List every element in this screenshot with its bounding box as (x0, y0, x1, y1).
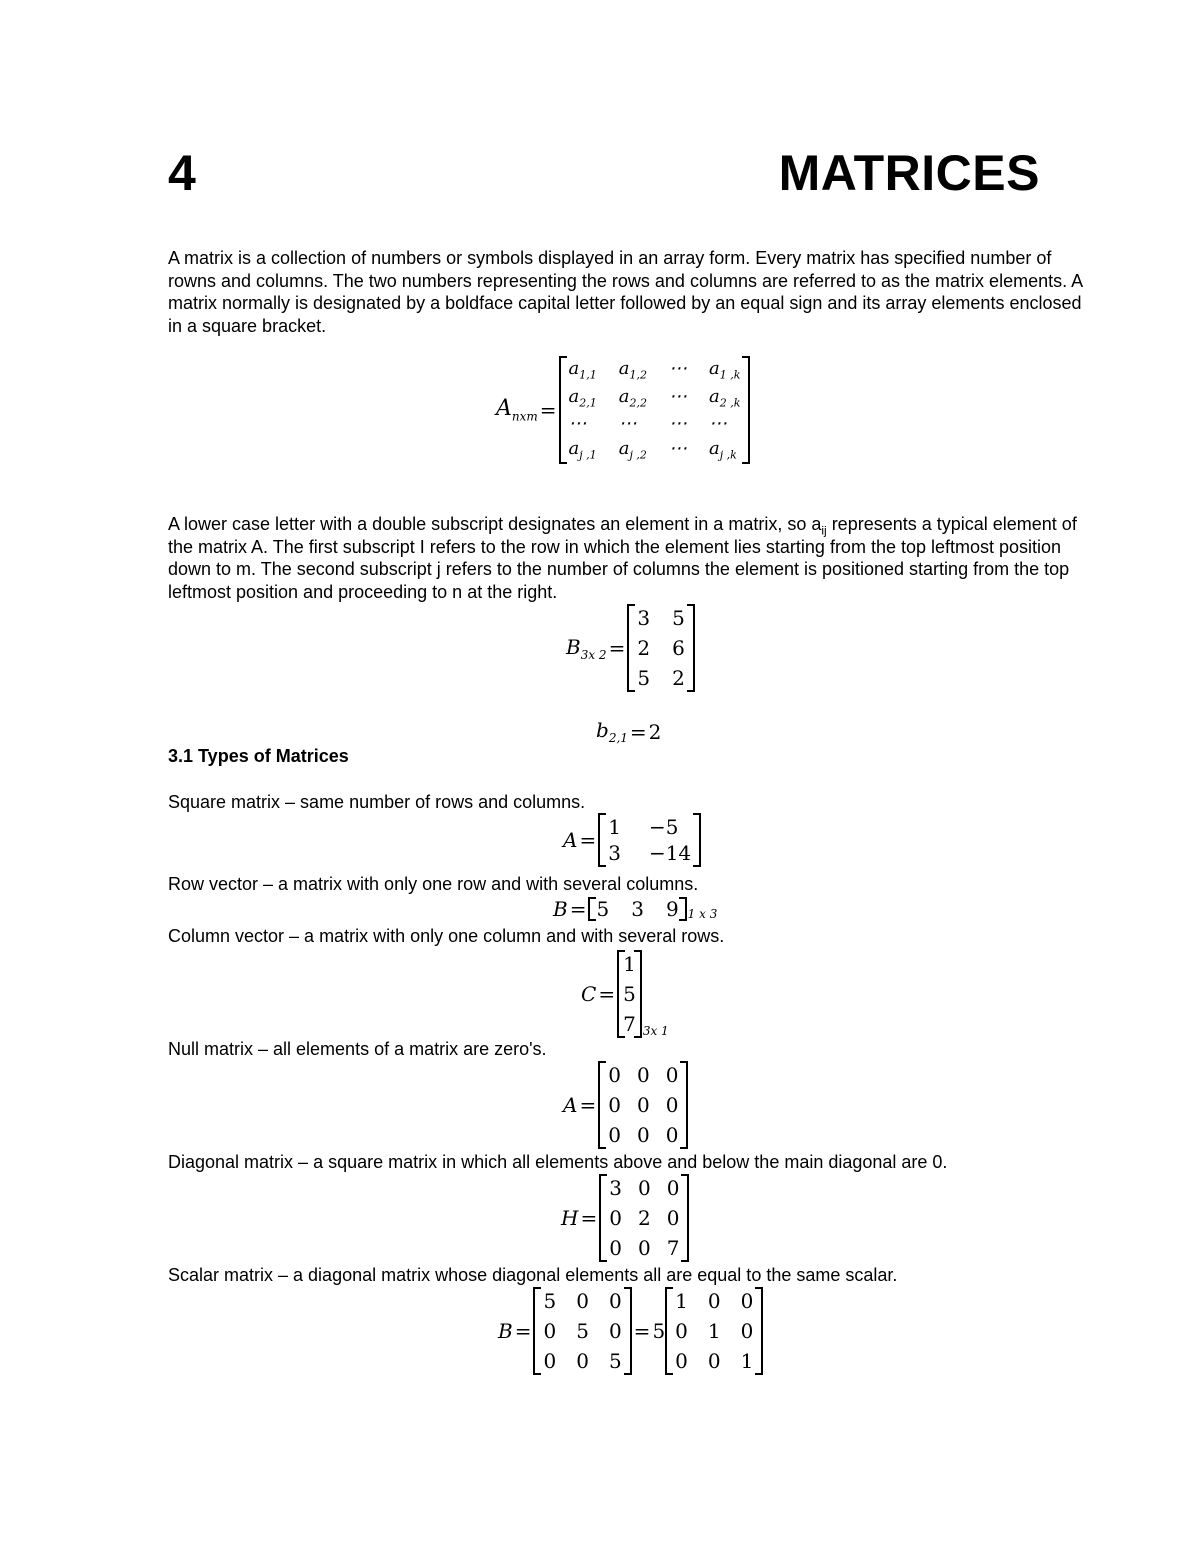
chapter-title: MATRICES (778, 145, 1040, 201)
matrix-cell: 7 (623, 1012, 636, 1036)
matrix-cell: 1 (675, 1289, 688, 1313)
null-matrix (598, 1061, 688, 1149)
matrix-cell: 0 (740, 1319, 754, 1343)
matrix-cell: 0 (666, 1176, 680, 1200)
matrix-cell: 0 (637, 1176, 651, 1200)
chapter-number: 4 (168, 145, 196, 201)
section-heading: 3.1 Types of Matrices (168, 746, 349, 766)
column-vector-text: Column vector – a matrix with only one column and with several rows. (168, 926, 725, 946)
matrix-cell: 0 (707, 1289, 721, 1313)
matrix-cell: 7 (666, 1236, 680, 1260)
matrix-cell: ⋯ (669, 358, 687, 379)
scalar-matrix (533, 1287, 631, 1375)
matrix-cell: 0 (608, 1123, 621, 1147)
matrix-cell: 2 (637, 636, 651, 660)
row-vector-matrix (588, 897, 686, 921)
matrix-cell: 9 (665, 897, 679, 921)
matrix-cell: 2 (672, 666, 685, 690)
matrix-cell: $a_{1,2}$ (618, 358, 647, 382)
null-matrix-text: Null matrix – all elements of a matrix are zero's. (168, 1039, 547, 1059)
matrix-cell: −5 (648, 815, 679, 839)
element-paragraph: A lower case letter with a double subscript designates an element in a matrix, so $a_{ij}$ represents a typical element of the matrix A. The first subscript I refers to the row in which the element lies starting from the top leftmost position down to m. The second subscript j refers to the number of columns the element is positioned starting from the top leftmost position and proceeding to n at the right. (168, 514, 1077, 603)
matrix-cell: 0 (665, 1063, 679, 1087)
matrix-cell: 0 (665, 1093, 679, 1117)
row-vector-size: 1 x 3 (687, 907, 718, 921)
matrix-cell: 1 (623, 952, 636, 976)
column-vector-equation (581, 950, 669, 1038)
matrix-cell: 2 (637, 1206, 651, 1230)
matrix-cell: $a_{2,2}$ (618, 385, 647, 410)
matrix-cell: ⋯ (669, 438, 687, 460)
general-matrix (559, 356, 751, 464)
diagonal-matrix-equation (561, 1174, 689, 1262)
scalar-value: 5 (652, 1319, 666, 1343)
equals-sign: = (579, 1093, 597, 1117)
matrix-cell: $a_{1,1}$ (568, 358, 597, 382)
matrix-cell: 0 (576, 1289, 589, 1313)
matrix-cell: 6 (672, 636, 685, 660)
matrix-cell: 0 (707, 1349, 721, 1373)
equals-sign: = (598, 982, 616, 1006)
column-vector-name: C (581, 982, 597, 1006)
matrix-cell: 0 (608, 1063, 621, 1087)
matrix-cell: 0 (666, 1206, 680, 1230)
equals-sign: = (633, 1319, 651, 1343)
diagonal-matrix-text: Diagonal matrix – a square matrix in which all elements above and below the main diagonal are 0. (168, 1152, 948, 1172)
null-matrix-name: A (563, 1093, 578, 1117)
matrix-cell: 1 (608, 815, 621, 839)
element-name: $b_{2,1}$ (596, 718, 628, 745)
diagonal-matrix-name: H (561, 1206, 579, 1230)
equals-sign: = (608, 636, 626, 660)
matrix-cell: ⋯ (618, 413, 637, 435)
matrix-cell: 0 (608, 1093, 621, 1117)
matrix-cell: 3 (608, 841, 621, 865)
matrix-cell: 3 (637, 606, 651, 630)
matrix-cell: 0 (636, 1063, 650, 1087)
matrix-cell: 5 (576, 1319, 589, 1343)
general-matrix-equation (496, 356, 750, 464)
column-vector-size: 3x 1 (642, 1024, 669, 1038)
matrix-cell: 5 (596, 897, 610, 921)
row-vector-text: Row vector – a matrix with only one row and with several columns. (168, 874, 699, 894)
matrix-cell: ⋯ (669, 385, 687, 407)
matrix-cell: 1 (707, 1319, 721, 1343)
matrix-cell: 3 (609, 1176, 622, 1200)
matrix-cell: $a_{2,1}$ (568, 385, 597, 410)
row-vector-equation (553, 897, 717, 921)
matrix-cell: 0 (637, 1236, 651, 1260)
equals-sign: = (579, 828, 597, 852)
matrix-cell: 0 (675, 1349, 688, 1373)
matrix-cell: 0 (665, 1123, 679, 1147)
scalar-matrix-equation (498, 1287, 763, 1375)
matrix-cell: 0 (543, 1349, 557, 1373)
matrix-cell: ⋯ (568, 413, 587, 435)
scalar-matrix-text: Scalar matrix – a diagonal matrix whose diagonal elements all are equal to the same scalar. (168, 1265, 898, 1285)
general-matrix-name: $A_{nxm}$ (496, 396, 538, 424)
element-equation (596, 718, 661, 745)
identity-matrix (665, 1287, 763, 1375)
matrix-cell: $a_{j ,2}$ (618, 438, 647, 462)
matrix-cell: 0 (576, 1349, 589, 1373)
square-matrix-text: Square matrix – same number of rows and columns. (168, 792, 586, 812)
element-value: 2 (648, 719, 662, 744)
matrix-cell: 0 (636, 1123, 650, 1147)
intro-paragraph: A matrix is a collection of numbers or symbols displayed in an array form. Every matrix has specified number of rowns and columns. The two numbers representing the rows and columns are referred to as the matrix elements. A matrix normally is designated by a boldface capital letter followed by an equal sign and its array elements enclosed in a square bracket. (168, 248, 1083, 337)
scalar-matrix-name: B (498, 1319, 513, 1343)
example-b-matrix (627, 604, 694, 692)
equals-sign: = (580, 1206, 598, 1230)
matrix-cell: 5 (608, 1349, 622, 1373)
diagonal-matrix (599, 1174, 689, 1262)
matrix-cell: $a_{j ,k}$ (709, 438, 737, 462)
matrix-cell: 0 (608, 1319, 622, 1343)
row-vector-name: B (553, 897, 568, 921)
matrix-cell: 3 (631, 897, 644, 921)
matrix-cell: −14 (648, 841, 692, 865)
matrix-cell: $a_{1 ,k}$ (709, 358, 741, 382)
matrix-cell: 5 (637, 666, 651, 690)
example-b-equation (566, 604, 695, 692)
matrix-cell: 0 (543, 1319, 557, 1343)
matrix-cell: 0 (609, 1206, 622, 1230)
square-matrix-equation (563, 813, 701, 867)
matrix-cell: ⋯ (709, 413, 727, 435)
matrix-cell: 5 (543, 1289, 557, 1313)
matrix-cell: $a_{j ,1}$ (568, 438, 597, 462)
equals-sign: = (569, 897, 587, 921)
column-vector-matrix (617, 950, 642, 1038)
equals-sign: = (539, 397, 557, 422)
equals-sign: = (629, 719, 647, 744)
square-matrix (598, 813, 701, 867)
matrix-cell: 0 (675, 1319, 688, 1343)
matrix-cell: 0 (636, 1093, 650, 1117)
matrix-cell: $a_{2 ,k}$ (709, 385, 741, 410)
matrix-cell: 1 (740, 1349, 754, 1373)
matrix-cell: 5 (672, 606, 685, 630)
null-matrix-equation (563, 1061, 688, 1149)
matrix-cell: 5 (623, 982, 636, 1006)
example-b-name: $B_{3x 2}$ (566, 634, 607, 662)
matrix-cell: 0 (608, 1289, 622, 1313)
matrix-cell: 0 (609, 1236, 622, 1260)
square-matrix-name: A (563, 828, 578, 852)
matrix-cell: ⋯ (669, 413, 687, 435)
matrix-cell: 0 (740, 1289, 754, 1313)
equals-sign: = (514, 1319, 532, 1343)
